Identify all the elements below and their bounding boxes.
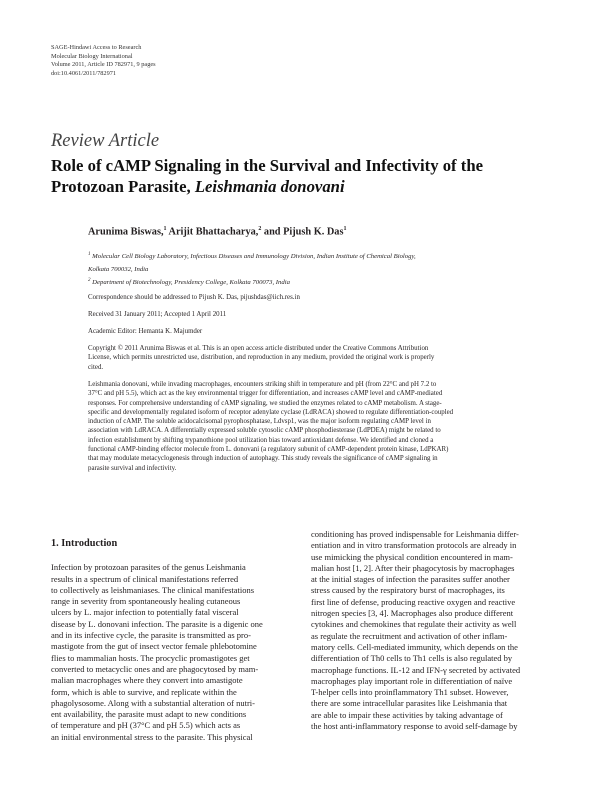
body-paragraph — [311, 529, 557, 732]
author-list — [88, 226, 553, 237]
body-line: flies to mammalian hosts. The procyclic promastigotes get — [51, 652, 250, 663]
affiliation-number: 2 — [88, 277, 91, 283]
journal-publisher: SAGE-Hindawi Access to Research — [51, 44, 142, 51]
body-line: macrophage functions. IL-12 and IFN-γ secreted by activated — [311, 664, 521, 675]
abstract-line: association with LdRACA. A differentially expressed soluble cytosolic cAMP phosphodiesterase (LdPDEA) might be related to — [88, 427, 441, 435]
body-column-left — [51, 538, 297, 743]
body-column-right — [311, 529, 557, 732]
body-line: ulcers by L. major infection to potentially fatal visceral — [51, 607, 239, 618]
title-line-2 — [51, 176, 571, 197]
body-line: malian macrophages where they convert into amastigote — [51, 675, 243, 686]
title-species: Leishmania donovani — [194, 177, 345, 196]
body-line: first line of defense, producing reactive oxygen and reactive — [311, 596, 516, 607]
abstract-line: responses. For comprehensive understanding of cAMP signaling, we studied the enzymes related to cAMP metabolism. A stage- — [88, 399, 442, 407]
journal-doi: doi:10.4061/2011/782971 — [51, 69, 117, 77]
body-line: phagolysosome. Along with a substantial alteration of nutri- — [51, 697, 255, 708]
abstract-line: 37°C and pH 5.5), which act as the key environmental trigger for differentiation, and increases cAMP level and cAMP-mediated — [88, 390, 443, 398]
body-paragraph — [51, 562, 297, 743]
article-title — [51, 155, 571, 197]
body-line: range in severity from spontaneously healing cutaneous — [51, 596, 241, 607]
section-heading: 1. Introduction — [51, 538, 118, 549]
body-line: form, which is able to survive, and replicate within the — [51, 686, 237, 697]
abstract-line: infection establishment by shifting trypanothione pool utilization bias toward antioxidant defense. We identified and cloned a — [88, 436, 434, 444]
author-affiliation-mark: 2 — [258, 226, 262, 232]
affiliation-line — [88, 263, 553, 276]
body-line: Infection by protozoan parasites of the genus Leishmania — [51, 562, 246, 573]
abstract-line: parasite survival and infectivity. — [88, 464, 177, 472]
author-affiliation-mark: 1 — [163, 226, 167, 232]
body-line: there are some intracellular parasites like Leishmania that — [311, 698, 508, 709]
journal-info — [51, 44, 156, 78]
affiliation-line — [88, 276, 553, 289]
body-line: use mimicking the physical condition encountered in mam- — [311, 551, 513, 562]
journal-name: Molecular Biology International — [51, 52, 133, 60]
journal-volume: Volume 2011, Article ID 782971, 9 pages — [51, 61, 156, 69]
body-line: differentiation of Th0 cells to Th1 cells is also regulated by — [311, 653, 513, 664]
body-line: as regulate the recruitment and activation of other inflam- — [311, 630, 508, 641]
body-line: results in a spectrum of clinical manifestations referred — [51, 573, 239, 584]
abstract-line: Leishmania donovani, while invading macrophages, encounters striking shift in temperature and pH (from 22°C and pH 7.2 to — [88, 381, 437, 388]
author-name: Arijit Bhattacharya, — [168, 226, 259, 238]
abstract-line: functional cAMP-binding effector molecule from L. donovani (a regulatory subunit of cAMP-dependent protein kinase, LdPKAR) — [88, 446, 449, 454]
body-line: stress caused by the respiratory burst of macrophages, its — [311, 585, 505, 596]
body-line: ent availability, the parasite must adapt to new conditions — [51, 709, 247, 720]
body-line: at the initial stages of infection the parasites suffer another — [311, 574, 510, 585]
body-line: converted to metacyclic ones and are phagocytosed by mam- — [51, 663, 259, 674]
article-type: Review Article — [51, 131, 160, 151]
abstract-line: induction of cAMP. The soluble acidocalcisomal pyrophosphatase, Ldvsp1, was the major isoform regulating cAMP level in — [88, 418, 431, 426]
body-line: the host anti-inflammatory response to avoid self-damage by — [311, 721, 518, 732]
body-line: conditioning has proved indispensable for Leishmania differ- — [311, 529, 519, 539]
author-name: and Pijush K. Das — [263, 226, 344, 238]
body-line: and in its infective cycle, the parasite is transmitted as pro- — [51, 630, 251, 641]
body-line: cytokines and chemokines that regulate their activity as well — [311, 619, 517, 630]
body-line: of temperature and pH (37°C and pH 5.5) which acts as — [51, 720, 241, 731]
body-line: malian host [1, 2]. After their phagocytosis by macrophages — [311, 562, 515, 573]
body-line: an initial environmental stress to the parasite. This physical — [51, 731, 253, 742]
affiliation-line — [88, 250, 553, 263]
abstract-line: that may modulate metacyclogenesis through induction of autophagy. This study reveals the significance of cAMP signaling in — [88, 455, 438, 463]
correspondence-note: Correspondence should be addressed to Pijush K. Das, pijushdas@iich.res.in — [88, 294, 300, 301]
copyright-line: Copyright © 2011 Arunima Biswas et al. This is an open access article distributed under the Creative Commons Attribution — [88, 345, 429, 352]
affiliations — [88, 250, 553, 288]
copyright-line: cited. — [88, 363, 104, 371]
body-line: disease by L. donovani infection. The parasite is a digenic one — [51, 618, 263, 629]
affiliation-number: 1 — [88, 252, 91, 257]
body-line: matory cells. Cell-mediated immunity, which depends on the — [311, 641, 518, 652]
body-line: T-helper cells into proinflammatory Th1 subset. However, — [311, 687, 509, 698]
author-name: Arunima Biswas, — [88, 226, 164, 238]
body-line: are able to impair these activities by taking advantage of — [311, 709, 503, 720]
body-line: macrophages play important role in differentiation of naïve — [311, 675, 513, 686]
body-line: entiation and in vitro transformation protocols are already in — [311, 540, 517, 551]
affiliation-text: Department of Biotechnology, Presidency College, Kolkata 700073, India — [92, 278, 290, 286]
affiliation-text: Kolkata 700032, India — [88, 266, 149, 274]
body-line: mastigote from the gut of insect vector female phlebotomine — [51, 641, 257, 652]
affiliation-text: Molecular Cell Biology Laboratory, Infectious Diseases and Immunology Division, Indian Institute of Chemical Biology, — [92, 253, 416, 261]
title-line-1: Role of cAMP Signaling in the Survival and Infectivity of the — [51, 156, 484, 175]
title-line-2-prefix: Protozoan Parasite, — [51, 177, 195, 196]
abstract-line: specific and developmentally regulated isoform of receptor adenylate cyclase (LdRACA) showed to regulate differentiation-coupled — [88, 408, 454, 416]
body-line: nitrogen species [3, 4]. Macrophages also produce different — [311, 608, 514, 619]
copyright-line: License, which permits unrestricted use, distribution, and reproduction in any medium, provided the original work is properly — [88, 354, 435, 362]
abstract — [88, 380, 553, 473]
academic-editor: Academic Editor: Hemanta K. Majumder — [88, 328, 203, 335]
copyright-notice — [88, 344, 553, 372]
author-affiliation-mark: 1 — [343, 226, 347, 232]
body-line: to collectively as leishmaniases. The clinical manifestations — [51, 584, 255, 595]
received-dates: Received 31 January 2011; Accepted 1 April 2011 — [88, 311, 227, 318]
